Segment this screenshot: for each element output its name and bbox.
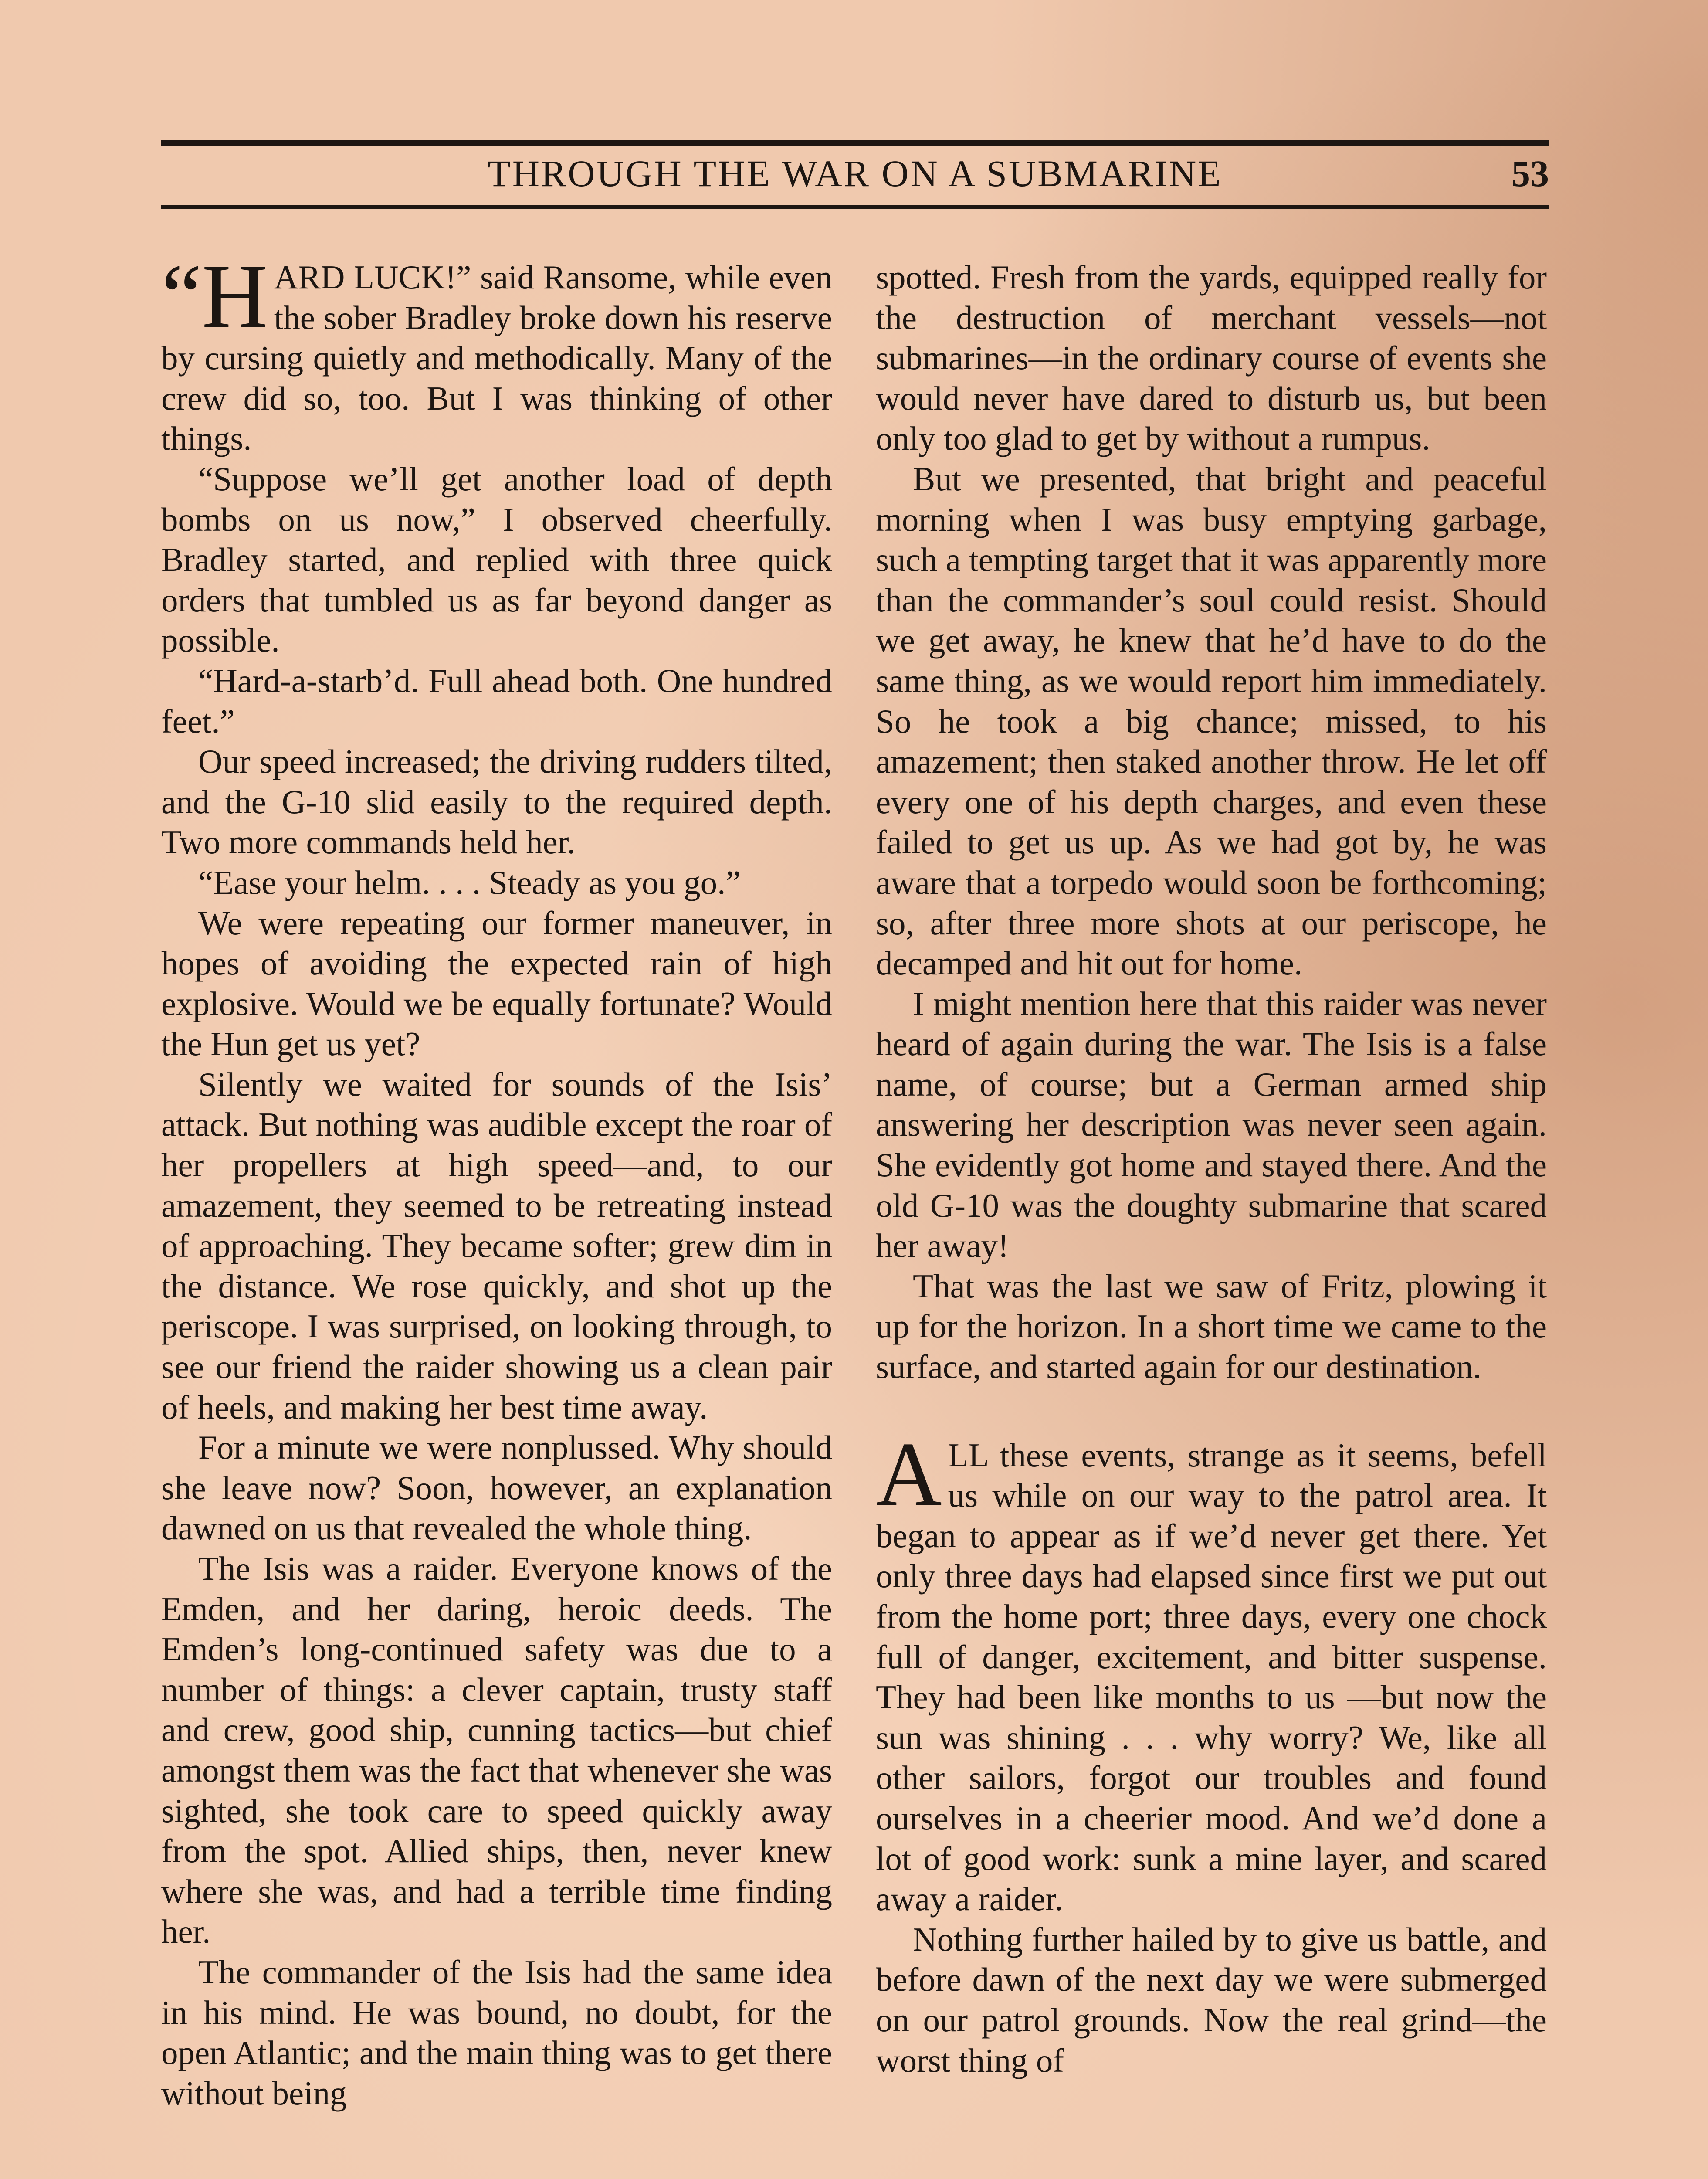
paragraph: “Ease your helm. . . . Steady as you go.” [198, 863, 741, 901]
paragraph: We were repeating our former maneuver, in hopes of avoiding the expected rain of high explosive. Would we be equally fortunate? Would the Hun get us yet? [161, 904, 832, 1063]
open-quote: “ [161, 246, 202, 347]
page-header [161, 148, 1549, 200]
header-top-rule [161, 140, 1549, 146]
drop-cap-letter: H [202, 246, 268, 347]
paragraph: Silently we waited for sounds of the Isis’ attack. But nothing was audible except the roar of her propellers at high speed—and, to our amazement, they seemed to be retreating instead of approaching. They became softer; grew dim in the distance. We rose quickly, and shot up the periscope. I was surprised, on looking through, to see our friend the raider showing us a clean pair of heels, and making her best time away. [161, 1065, 832, 1426]
drop-cap [161, 246, 268, 347]
header-bottom-rule [161, 205, 1549, 209]
running-title: THROUGH THE WAR ON A SUBMARINE [488, 153, 1223, 194]
drop-cap: A [876, 1423, 942, 1525]
right-column [876, 257, 1547, 2081]
paragraph: Nothing further hailed by to give us battle, and before dawn of the next day we were submerged on our patrol grounds. Now the real grind—the worst thing of [876, 1920, 1547, 2079]
paragraph [161, 246, 832, 459]
paragraph: The Isis was a raider. Everyone knows of the Emden, and her daring, heroic deeds. The Emden’s long-continued safety was due to a number of things: a clever captain, trusty staff and crew, good ship, cunning tactics—but chief amongst them was the fact that whenever she was sighted, she took care to speed quickly away from the spot. Allied ships, then, never knew where she was, and had a terrible time finding her. [161, 1550, 832, 1951]
left-column [161, 246, 832, 2113]
page-number: 53 [1511, 153, 1549, 194]
paragraph: I might mention here that this raider was never heard of again during the war. The Isis is a false name, of course; but a German armed ship answering her description was never seen again. She evidently got home and stayed there. And the old G-10 was the doughty submarine that scared her away! [876, 984, 1547, 1265]
paragraph-text: LL these events, strange as it seems, befell us while on our way to the patrol area. It began to appear as if we’d never get there. Yet only three days had elapsed since first we put out from the home port; three days, every one chock full of danger, excitement, and bitter suspense. They had been like months to us —but now the sun was shining . . . why worry? We, like all other sailors, forgot our troubles and found ourselves in a cheerier mood. And we’d done a lot of good work: sunk a mine layer, and scared away a raider. [876, 1436, 1547, 1918]
paragraph: “Hard-a-starb’d. Full ahead both. One hundred feet.” [161, 662, 832, 740]
paragraph: For a minute we were nonplussed. Why should she leave now? Soon, however, an explanation dawned on us that revealed the whole thing. [161, 1429, 832, 1547]
paragraph: That was the last we saw of Fritz, plowing it up for the horizon. In a short time we came to the surface, and started again for our destination. [876, 1267, 1547, 1386]
paragraph: spotted. Fresh from the yards, equipped really for the destruction of merchant vessels—not submarines—in the ordinary course of events she would never have dared to disturb us, but been only too glad to get by without a rumpus. [876, 258, 1547, 458]
paragraph [876, 1423, 1547, 1919]
paragraph: The commander of the Isis had the same idea in his mind. He was bound, no doubt, for the open Atlantic; and the main thing was to get there without being [161, 1953, 832, 2112]
paragraph: But we presented, that bright and peaceful morning when I was busy emptying garbage, such a tempting target that it was apparently more than the commander’s soul could resist. Should we get away, he knew that he’d have to do the same thing, as we would report him immediately. So he took a big chance; missed, to his amazement; then staked another throw. He let off every one of his depth charges, and even these failed to get us up. As we had got by, he was aware that a torpedo would soon be forthcoming; so, after three more shots at our periscope, he decamped and hit out for home. [876, 460, 1547, 982]
paragraph-text: ARD LUCK!” said Ransome, while even the sober Bradley broke down his reserve by cursing quietly and methodically. Many of the crew did so, too. But I was thinking of other things. [161, 258, 832, 458]
paragraph: “Suppose we’ll get another load of depth bombs on us now,” I observed cheerfully. Bradley started, and replied with three quick orders that tumbled us as far beyond danger as possible. [161, 460, 832, 659]
paragraph: Our speed increased; the driving rudders tilted, and the G-10 slid easily to the required depth. Two more commands held her. [161, 743, 832, 861]
